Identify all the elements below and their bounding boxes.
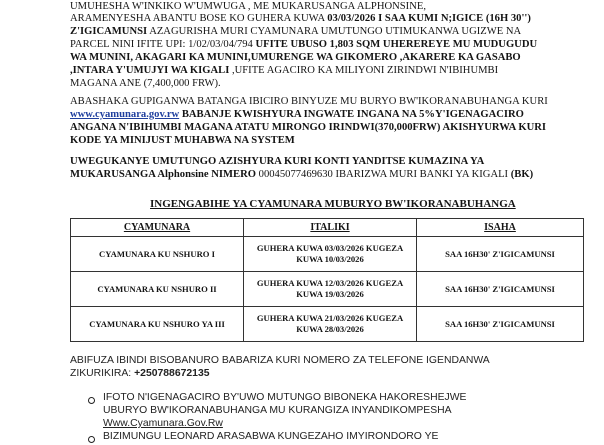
intro-line-2 xyxy=(70,12,531,25)
intro-line-2-text: ARAMENYESHA ABANTU BOSE KO GUHERA KUWA xyxy=(70,13,328,24)
payment-line-2 xyxy=(70,168,533,181)
auction-time: SAA 16H30' Z'IGICAMUNSI xyxy=(417,272,584,307)
header-date: ITALIKI xyxy=(244,219,417,237)
afternoon-label: Z'IGICAMUNSI xyxy=(70,26,148,37)
contact-line-2 xyxy=(70,367,210,380)
bullet-icon xyxy=(88,397,95,404)
account-holder: MUKARUSANGA Alphonsine NIMERO xyxy=(70,169,259,180)
parcel-upi: PARCEL NINI IFITE UPI: 1/02/03/04/794 xyxy=(70,39,256,50)
auction-round: CYAMUNARA KU NSHURO YA III xyxy=(71,307,244,342)
contact-label: ZIKURIKIRA: xyxy=(70,368,135,379)
bidding-line-2 xyxy=(70,108,524,121)
contact-phone[interactable]: +250788672135 xyxy=(134,368,210,379)
cyamunara-link[interactable]: www.cyamunara.gov.rw xyxy=(70,109,180,120)
account-number: 00045077469630 IBARIZWA MURI BANKI YA KIGALI xyxy=(258,169,509,180)
bidding-line-4: KODE YA MINIJUST MUHABWA NA SYSTEM xyxy=(70,135,295,146)
auction-dates: GUHERA KUWA 12/03/2026 KUGEZA KUWA 19/03/2026 xyxy=(244,272,417,307)
auction-dates: GUHERA KUWA 21/03/2026 KUGEZA KUWA 28/03/2026 xyxy=(244,307,417,342)
intro-line-4 xyxy=(70,38,537,51)
intro-line-6-text: ,UFITE AGACIRO KA MILIYONI ZIRINDWI N'IBIHUMBI xyxy=(229,65,499,76)
schedule-title: INGENGABIHE YA CYAMUNARA MUBURYO BW'IKORANABUHANGA xyxy=(150,198,516,210)
auction-dates: GUHERA KUWA 03/03/2026 KUGEZA KUWA 10/03/2026 xyxy=(244,237,417,272)
table-row xyxy=(71,272,584,307)
intro-line-3-text: AZAGURISHA MURI CYAMUNARA UMUTUNGO UTIMUKANWA UGIZWE NA xyxy=(147,26,522,37)
payment-line-1: UWEGUKANYE UMUTUNGO AZISHYURA KURI KONTI YANDITSE KUMAZINA YA xyxy=(70,156,485,167)
contact-line-1: ABIFUZA IBINDI BISOBANURO BABARIZA KURI NOMERO ZA TELEFONE IGENDANWA xyxy=(70,355,490,366)
auction-time: SAA 16H30' Z'IGICAMUNSI xyxy=(417,307,584,342)
intro-line-5: WA MUNINI, AKAGARI KA MUNINI,UMURENGE WA GIKOMERO ,AKARERE KA GASABO xyxy=(70,52,521,63)
auction-time: SAA 16H30' Z'IGICAMUNSI xyxy=(417,237,584,272)
province-label: ,INTARA Y'UMUJYI WA KIGALI xyxy=(70,65,230,76)
intro-line-1: UMUHESHA W'INKIKO W'UMWUGA , ME MUKARUSANGA ALPHONSINE, xyxy=(70,1,426,12)
bullet-1-line-2: UBURYO BW'IKORANABUHANGA MU KURANGIZA INYANDIKOMPESHA xyxy=(103,405,452,416)
header-auction: CYAMUNARA xyxy=(71,219,244,237)
schedule-table xyxy=(70,218,584,342)
intro-line-6 xyxy=(70,64,498,77)
bullet-1-line-1: IFOTO N'IGENAGACIRO BY'UWO MUTUNGO BIBONEKA HAKORESHEJWE xyxy=(103,392,467,403)
intro-line-3 xyxy=(70,25,521,38)
deposit-text: BABANJE KWISHYURA INGWATE INGANA NA 5%Y'IGENAGACIRO xyxy=(179,109,524,120)
auction-round: CYAMUNARA KU NSHURO I xyxy=(71,237,244,272)
table-row xyxy=(71,307,584,342)
bullet-icon xyxy=(88,436,95,443)
cyamunara-link-2[interactable]: Www.Cyamunara.Gov.Rw xyxy=(103,418,223,429)
bidding-line-3: ANGANA N'IBIHUMBI MAGANA ATATU MIRONGO IRINDWI(370,000FRW) AKISHYURWA KURI xyxy=(70,122,546,133)
bank-code: (BK) xyxy=(508,169,534,180)
parcel-size: UFITE UBUSO 1,803 SQM UHEREREYE MU MUDUGUDU xyxy=(255,39,538,50)
bidding-line-1: ABASHAKA GUPIGANWA BATANGA IBICIRO BINYUZE MU BURYO BW'IKORANABUHANGA KURI xyxy=(70,96,548,107)
table-row xyxy=(71,237,584,272)
bullet-2-line-1: BIZIMUNGU LEONARD ARASABWA KUNGEZAHO IMYIRONDORO YE xyxy=(103,431,439,442)
auction-round: CYAMUNARA KU NSHURO II xyxy=(71,272,244,307)
auction-start-datetime: 03/03/2026 I SAA KUMI N;IGICE (16H 30'') xyxy=(327,13,531,24)
property-value: MAGANA ANE (7,400,000 FRW). xyxy=(70,78,221,89)
header-time: ISAHA xyxy=(417,219,584,237)
schedule-header-row xyxy=(71,219,584,237)
